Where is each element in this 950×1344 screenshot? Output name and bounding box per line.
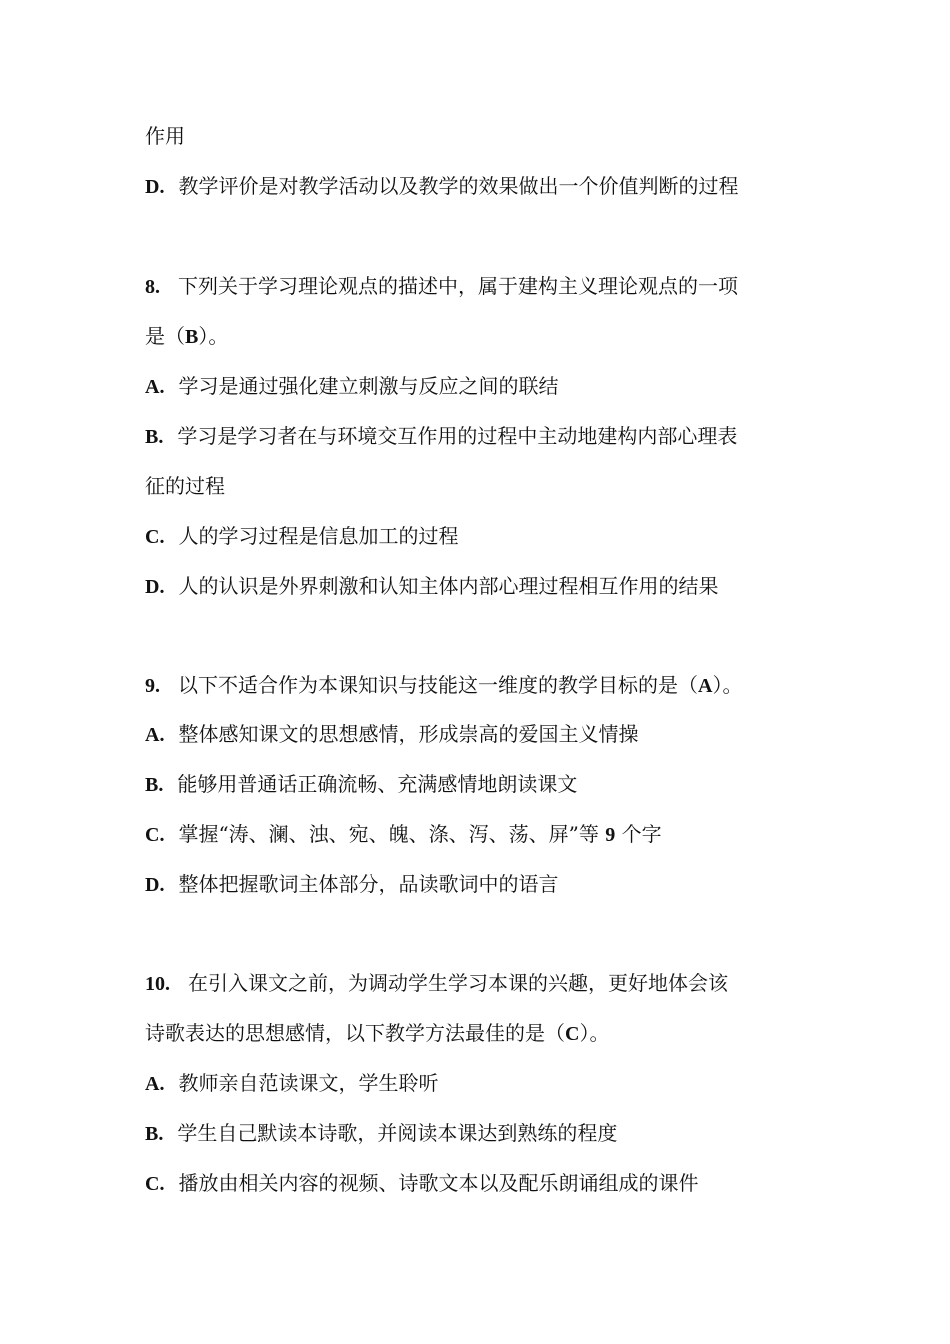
option-label: D. [145, 576, 165, 598]
q8-option-d [145, 572, 718, 600]
option-label: C. [145, 824, 165, 846]
option-text-continued: 征的过程 [145, 474, 225, 498]
option-text: 教学评价是对教学活动以及教学的效果做出一个价值判断的过程 [178, 174, 739, 198]
q9-option-a [145, 720, 638, 748]
option-label: B. [145, 1123, 164, 1145]
option-label: A. [145, 1073, 165, 1095]
q10-option-b [145, 1119, 617, 1147]
option-label: A. [145, 724, 165, 746]
question-number: 9. [145, 675, 160, 697]
question-stem: 以下不适合作为本课知识与技能这一维度的教学目标的是（ [178, 673, 698, 697]
option-text-end: 个字 [615, 822, 662, 846]
q8-option-b [145, 422, 737, 450]
option-text: 整体感知课文的思想感情，形成崇高的爱国主义情操 [178, 722, 639, 746]
question-stem: 下列关于学习理论观点的描述中，属于建构主义理论观点的一项 [178, 274, 738, 298]
q10-option-a [145, 1069, 438, 1097]
option-text: 播放由相关内容的视频、诗歌文本以及配乐朗诵组成的课件 [178, 1171, 699, 1195]
q8-option-a [145, 372, 558, 400]
option-text: 能够用普通话正确流畅、充满感情地朗读课文 [177, 772, 578, 796]
q9-option-c [145, 820, 662, 848]
option-text: 人的认识是外界刺激和认知主体内部心理过程相互作用的结果 [178, 574, 719, 598]
q8-option-b-continued [145, 472, 225, 500]
option-label: A. [145, 376, 165, 398]
option-number: 9 [605, 824, 616, 846]
option-text: 学生自己默读本诗歌，并阅读本课达到熟练的程度 [177, 1121, 618, 1145]
question-number: 8. [145, 276, 160, 298]
answer-letter: A [698, 675, 713, 697]
answer-letter: B [185, 326, 199, 348]
option-text: 教师亲自范读课文，学生聆听 [178, 1071, 439, 1095]
question-stem-end: ）。 [712, 673, 743, 697]
question-stem-continued: 是（ [145, 324, 185, 348]
option-text: 人的学习过程是信息加工的过程 [178, 524, 459, 548]
q9-option-b [145, 770, 577, 798]
question-stem-end: ）。 [198, 324, 229, 348]
q10-stem-line1 [145, 969, 728, 997]
option-text: 学习是通过强化建立刺激与反应之间的联结 [178, 374, 559, 398]
question-stem: 在引入课文之前，为调动学生学习本课的兴趣，更好地体会该 [188, 971, 728, 995]
option-label: B. [145, 774, 164, 796]
option-label: D. [145, 874, 165, 896]
option-label: B. [145, 426, 164, 448]
continued-text-content: 作用 [145, 124, 185, 148]
question-number: 10. [145, 973, 170, 995]
q10-option-c [145, 1169, 698, 1197]
q10-stem-line2 [145, 1019, 609, 1047]
continued-text [145, 122, 185, 150]
option-label: C. [145, 1173, 165, 1195]
q8-stem-line2 [145, 322, 228, 350]
option-text: 学习是学习者在与环境交互作用的过程中主动地建构内部心理表 [177, 424, 738, 448]
q7-option-d [145, 172, 738, 200]
answer-letter: C [565, 1023, 580, 1045]
q9-option-d [145, 870, 558, 898]
question-stem-end: ）。 [579, 1021, 610, 1045]
option-label: D. [145, 176, 165, 198]
option-label: C. [145, 526, 165, 548]
q8-stem-line1 [145, 272, 738, 300]
q9-stem [145, 671, 742, 699]
question-stem-continued: 诗歌表达的思想感情，以下教学方法最佳的是（ [145, 1021, 565, 1045]
option-text: 掌握“涛、澜、浊、宛、魄、涤、泻、荡、屏”等 [178, 822, 606, 846]
option-text: 整体把握歌词主体部分，品读歌词中的语言 [178, 872, 559, 896]
q8-option-c [145, 522, 458, 550]
